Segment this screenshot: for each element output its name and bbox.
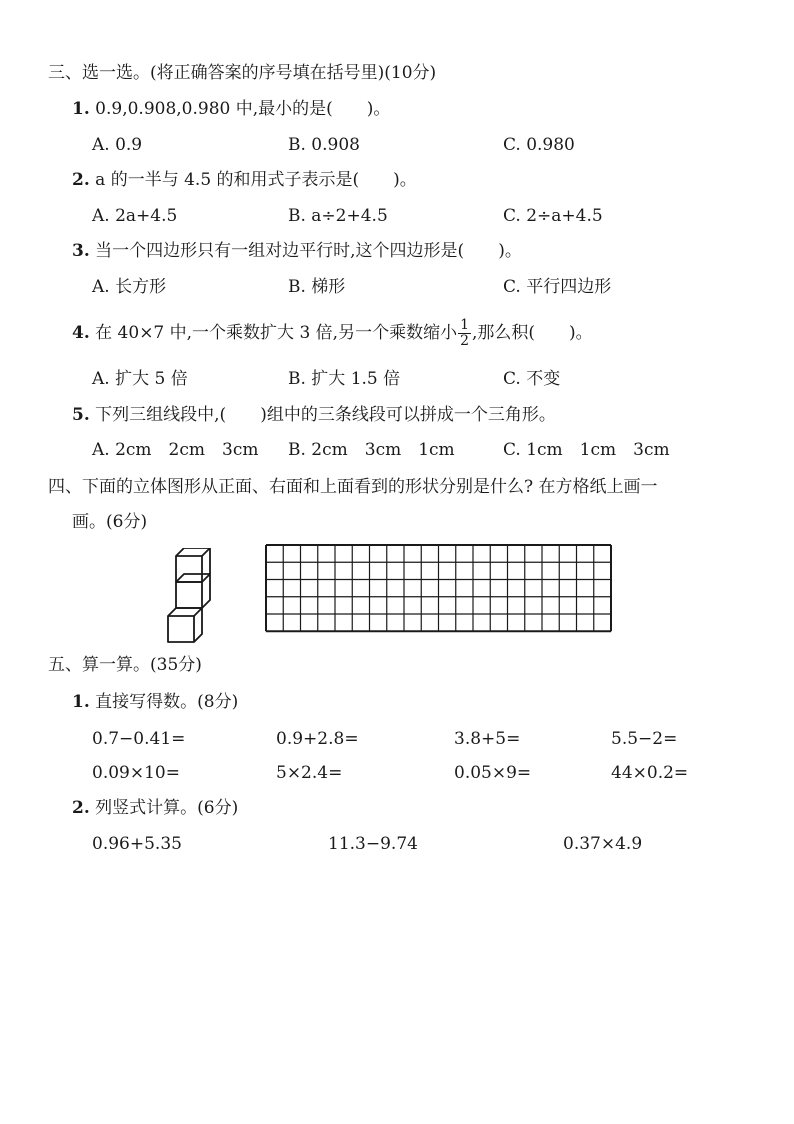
fraction-denominator: 2 bbox=[460, 333, 470, 349]
calc-item: 0.7−0.41= bbox=[92, 729, 186, 749]
question-2-option-a: A. 2a+4.5 bbox=[92, 206, 178, 226]
section3-title: 三、选一选。(将正确答案的序号填在括号里)(10分) bbox=[48, 63, 437, 83]
question-5-stem: 下列三组线段中,( )组中的三条线段可以拼成一个三角形。 bbox=[95, 405, 556, 425]
question-2-number: 2. bbox=[72, 170, 90, 190]
question-1 bbox=[72, 98, 390, 120]
fraction-numerator: 1 bbox=[460, 317, 470, 333]
question-3 bbox=[72, 240, 522, 262]
question-3-option-c: C. 平行四边形 bbox=[503, 277, 612, 297]
section4-title-line2: 画。(6分) bbox=[72, 512, 148, 532]
question-4-number: 4. bbox=[72, 323, 90, 343]
question-3-option-a: A. 长方形 bbox=[92, 277, 167, 297]
vertical-calc-item: 11.3−9.74 bbox=[328, 834, 418, 854]
subsection-1-title: 直接写得数。(8分) bbox=[95, 692, 239, 712]
question-4-option-a: A. 扩大 5 倍 bbox=[92, 369, 188, 389]
question-1-option-c: C. 0.980 bbox=[503, 135, 575, 155]
question-2-stem: a 的一半与 4.5 的和用式子表示是( )。 bbox=[95, 170, 417, 190]
question-5-option-a: A. 2cm 2cm 3cm bbox=[92, 440, 259, 460]
question-4-stem-post: ,那么积( )。 bbox=[472, 323, 593, 343]
question-1-option-b: B. 0.908 bbox=[288, 135, 360, 155]
calc-item: 5×2.4= bbox=[276, 763, 343, 783]
fraction-one-half bbox=[458, 318, 471, 349]
section4-title-line1: 四、下面的立体图形从正面、右面和上面看到的形状分别是什么? 在方格纸上画一 bbox=[48, 477, 658, 497]
question-3-stem: 当一个四边形只有一组对边平行时,这个四边形是( )。 bbox=[95, 241, 522, 261]
question-5-option-b: B. 2cm 3cm 1cm bbox=[288, 440, 455, 460]
section5-title: 五、算一算。(35分) bbox=[48, 655, 202, 675]
question-4-option-b: B. 扩大 1.5 倍 bbox=[288, 369, 401, 389]
calc-item: 0.9+2.8= bbox=[276, 729, 359, 749]
grid-paper[interactable] bbox=[264, 543, 614, 639]
question-3-option-b: B. 梯形 bbox=[288, 277, 346, 297]
question-5 bbox=[72, 404, 556, 426]
subsection-2 bbox=[72, 797, 238, 819]
subsection-2-title: 列竖式计算。(6分) bbox=[95, 798, 239, 818]
question-3-number: 3. bbox=[72, 241, 90, 261]
question-2 bbox=[72, 169, 417, 191]
question-5-option-c: C. 1cm 1cm 3cm bbox=[503, 440, 670, 460]
question-1-stem: 0.9,0.908,0.980 中,最小的是( )。 bbox=[95, 99, 391, 119]
cube-stack-figure bbox=[160, 548, 220, 658]
question-4-stem-pre: 在 40×7 中,一个乘数扩大 3 倍,另一个乘数缩小 bbox=[95, 323, 458, 343]
question-4-option-c: C. 不变 bbox=[503, 369, 561, 389]
subsection-1-number: 1. bbox=[72, 692, 90, 712]
question-2-option-b: B. a÷2+4.5 bbox=[288, 206, 388, 226]
subsection-1 bbox=[72, 691, 238, 713]
vertical-calc-item: 0.96+5.35 bbox=[92, 834, 182, 854]
subsection-2-number: 2. bbox=[72, 798, 90, 818]
vertical-calc-item: 0.37×4.9 bbox=[563, 834, 643, 854]
question-2-option-c: C. 2÷a+4.5 bbox=[503, 206, 603, 226]
calc-item: 5.5−2= bbox=[611, 729, 678, 749]
calc-item: 3.8+5= bbox=[454, 729, 521, 749]
question-4 bbox=[72, 318, 593, 349]
question-1-option-a: A. 0.9 bbox=[92, 135, 143, 155]
question-1-number: 1. bbox=[72, 99, 90, 119]
calc-item: 44×0.2= bbox=[611, 763, 689, 783]
calc-item: 0.05×9= bbox=[454, 763, 532, 783]
question-5-number: 5. bbox=[72, 405, 90, 425]
calc-item: 0.09×10= bbox=[92, 763, 180, 783]
